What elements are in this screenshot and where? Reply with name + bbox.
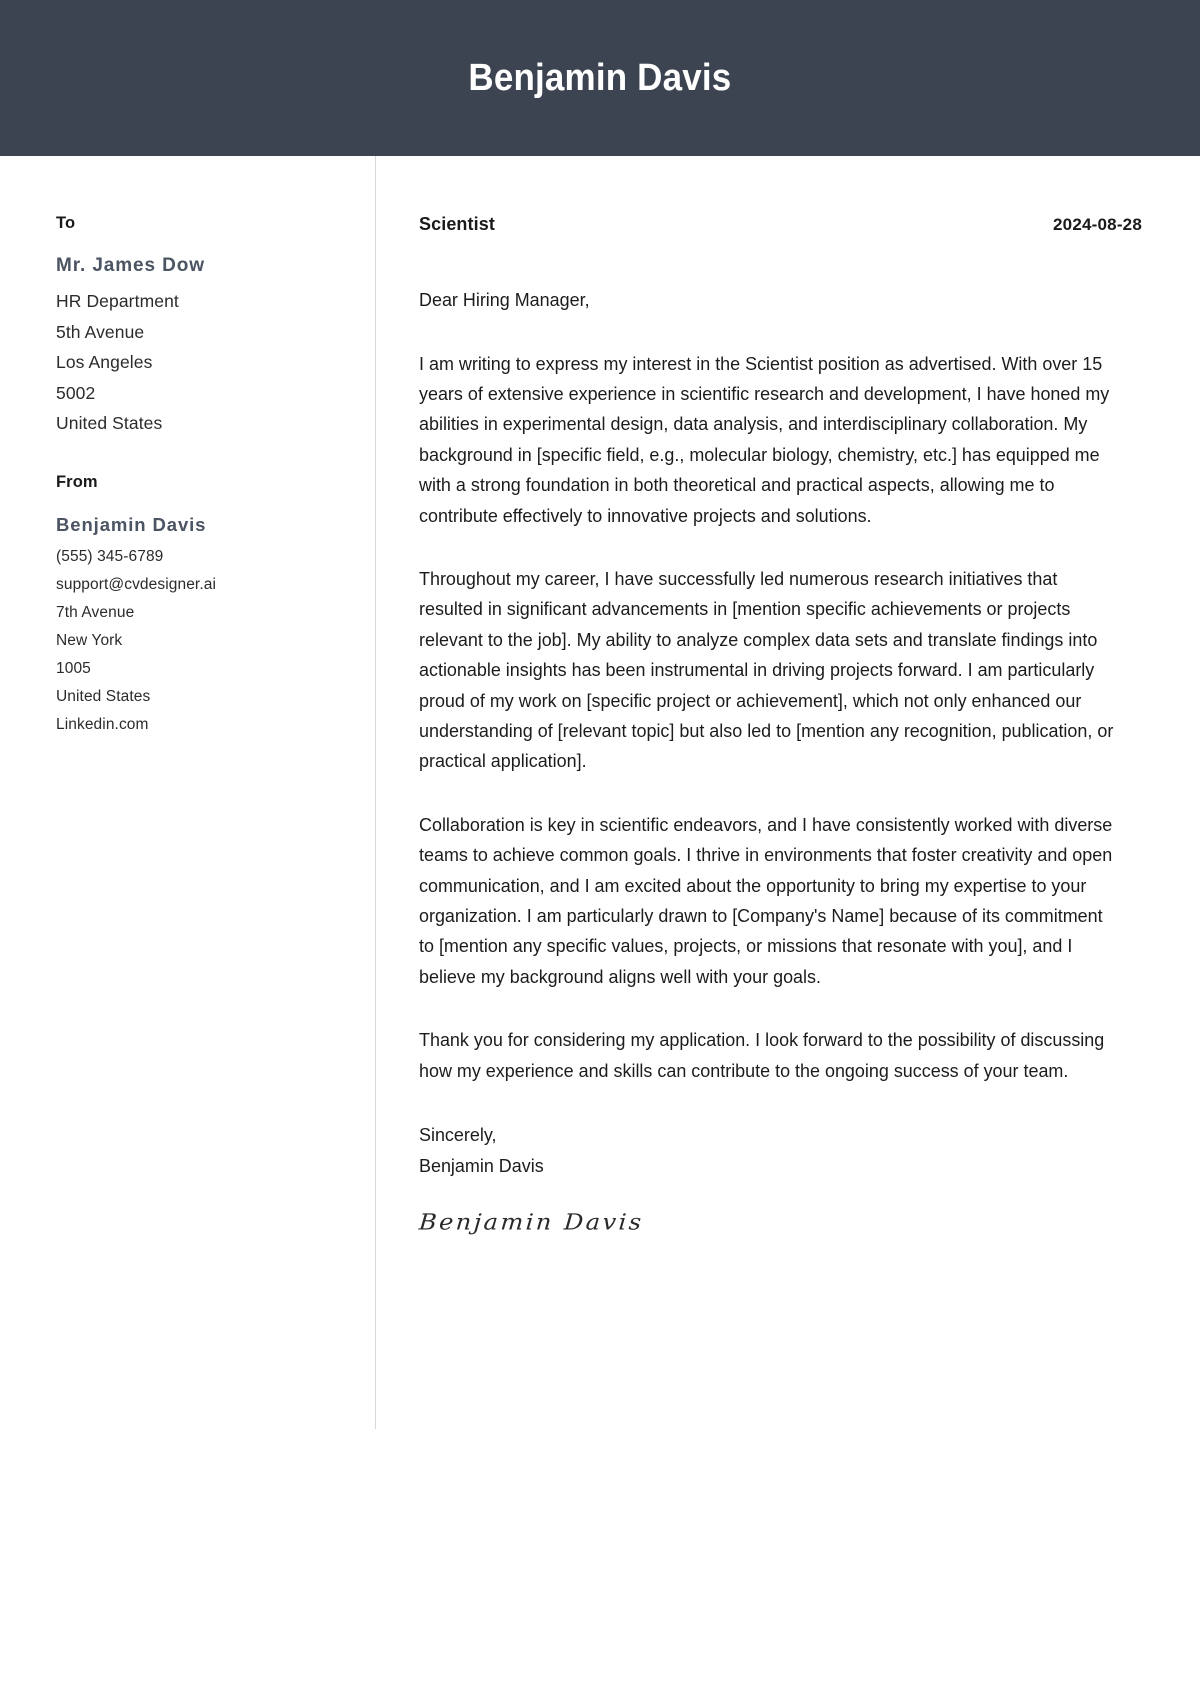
recipient-line: 5002	[56, 382, 96, 403]
letter-paragraph: Collaboration is key in scientific endeavors, and I have consistently worked with diverse teams to achieve common goals. I thrive in environments that foster creativity and open communication, and I am excited about the opportunity to bring my expertise to your organization. I am particularly drawn to [Company's Name] because of its commitment to [mention any specific values, projects, or missions that resonate with you], and I believe my background aligns well with your goals.	[419, 813, 1113, 987]
letter-paragraph: Thank you for considering my application. I look forward to the possibility of discussing how my experience and skills can contribute to the ongoing success of your team.	[419, 1029, 1105, 1081]
document-header-band	[0, 0, 1200, 156]
handwritten-signature: Benjamin Davis	[418, 1209, 645, 1235]
sender-line: 1005	[56, 659, 91, 677]
sender-block	[56, 473, 357, 739]
letter-paragraph: I am writing to express my interest in the Scientist position as advertised. With over 15 years of extensive experience in scientific research and development, I have honed my abilities in experimental design, data analysis, and interdisciplinary collaboration. My background in [specific field, e.g., molecular biology, chemistry, etc.] has equipped me with a strong foundation in both theoretical and practical aspects, allowing me to contribute effectively to innovative projects and solutions.	[419, 352, 1110, 526]
recipient-line: United States	[56, 413, 163, 433]
to-label: To	[56, 214, 76, 232]
salutation: Dear Hiring Manager,	[419, 289, 590, 310]
sender-line: 7th Avenue	[56, 603, 135, 621]
sender-line: United States	[56, 687, 151, 705]
sender-linkedin: Linkedin.com	[56, 715, 149, 733]
sender-phone: (555) 345-6789	[56, 547, 164, 565]
sender-name: Benjamin Davis	[56, 513, 207, 535]
recipient-line: 5th Avenue	[56, 321, 145, 342]
recipient-line: HR Department	[56, 291, 179, 311]
recipient-line: Los Angeles	[56, 352, 153, 372]
letter-content	[376, 214, 1200, 1236]
recipient-block	[56, 214, 357, 439]
page-title: Benjamin Davis	[468, 56, 732, 99]
letter-paragraph: Throughout my career, I have successfully led numerous research initiatives that resulted in significant advancements in [mention specific achievements or projects relevant to the job]. My ability to analyze complex data sets and translate findings into actionable insights has been instrumental in driving projects forward. I am particularly proud of my work on [specific project or achievement], which not only enhanced our understanding of [relevant topic] but also led to [mention any recognition, publication, or practical application].	[419, 567, 1114, 772]
letter-date: 2024-08-28	[1053, 215, 1142, 234]
closing-name: Benjamin Davis	[419, 1155, 544, 1177]
closing-word: Sincerely,	[419, 1124, 497, 1146]
job-title: Scientist	[419, 214, 495, 234]
from-label: From	[56, 472, 98, 491]
letter-meta-row	[419, 214, 1142, 235]
recipient-name: Mr. James Dow	[56, 255, 205, 276]
contact-sidebar	[0, 214, 375, 739]
sender-line: New York	[56, 631, 123, 649]
document-body	[0, 156, 1200, 1429]
sender-email: support@cvdesigner.ai	[56, 575, 217, 593]
